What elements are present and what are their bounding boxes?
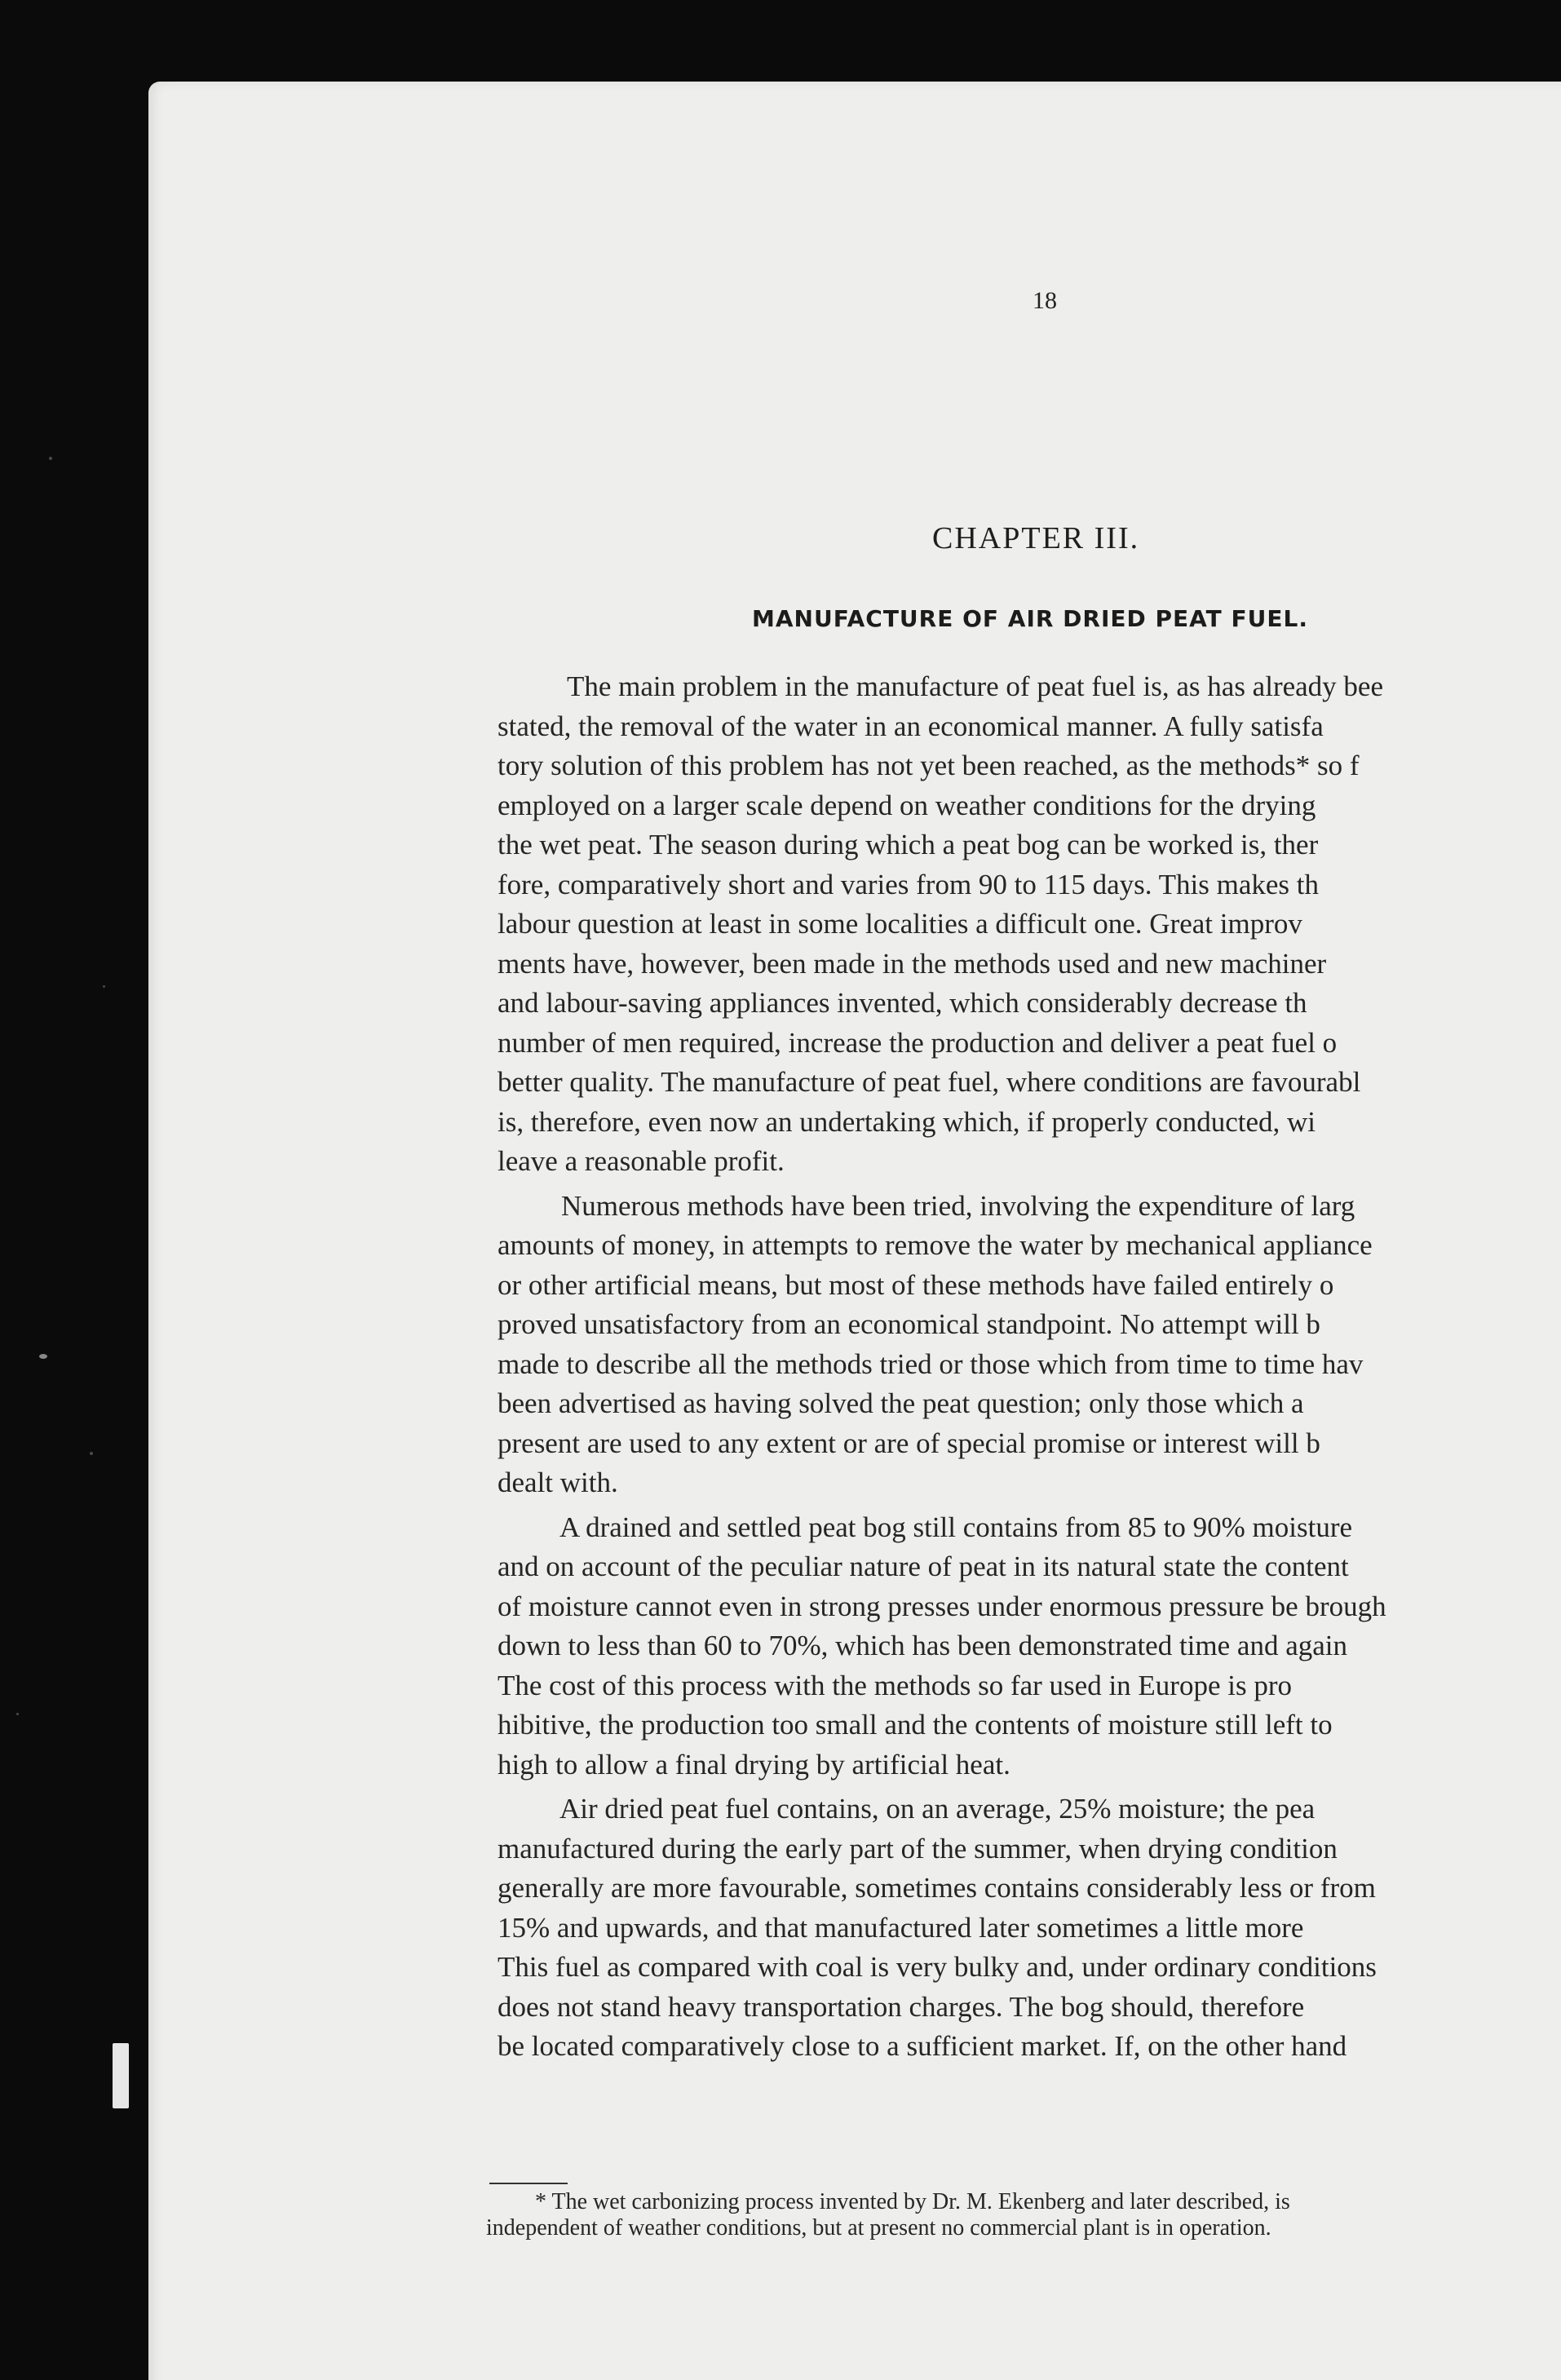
body-line: ments have, however, been made in the methods used and new machiner xyxy=(497,947,1327,980)
footnote xyxy=(486,2189,1561,2241)
footnote-line: * The wet carbonizing process invented by Dr. M. Ekenberg and later described, is xyxy=(535,2189,1290,2214)
body-text xyxy=(497,667,1561,2067)
body-line: leave a reasonable profit. xyxy=(497,1145,785,1177)
body-line: stated, the removal of the water in an economical manner. A fully satisfa xyxy=(497,710,1324,742)
scan-speck xyxy=(49,457,52,460)
body-line: made to describe all the methods tried or those which from time to time hav xyxy=(497,1347,1364,1380)
body-line: amounts of money, in attempts to remove the water by mechanical appliance xyxy=(497,1229,1373,1261)
body-line: down to less than 60 to 70%, which has been demonstrated time and again xyxy=(497,1630,1347,1661)
body-line: Air dried peat fuel contains, on an average, 25% moisture; the pea xyxy=(559,1793,1316,1825)
chapter-title: CHAPTER III. xyxy=(932,521,1140,555)
body-line: of moisture cannot even in strong presses under enormous pressure be brough xyxy=(497,1590,1386,1622)
body-line: Numerous methods have been tried, involving the expenditure of larg xyxy=(561,1189,1355,1222)
body-line: does not stand heavy transportation charges. The bog should, therefore xyxy=(497,1990,1305,2023)
body-line: 15% and upwards, and that manufactured later sometimes a little more xyxy=(497,1911,1304,1944)
body-line: This fuel as compared with coal is very bulky and, under ordinary conditions xyxy=(497,1951,1377,1983)
body-line: generally are more favourable, sometimes contains considerably less or from xyxy=(497,1872,1376,1904)
section-title: MANUFACTURE OF AIR DRIED PEAT FUEL. xyxy=(752,605,1308,632)
body-line: and on account of the peculiar nature of peat in its natural state the content xyxy=(497,1551,1349,1582)
body-line: better quality. The manufacture of peat fuel, where conditions are favourabl xyxy=(497,1066,1361,1098)
body-line: hibitive, the production too small and the contents of moisture still left to xyxy=(497,1709,1333,1741)
body-line: is, therefore, even now an undertaking which, if properly conducted, wi xyxy=(497,1105,1316,1138)
body-line: A drained and settled peat bog still contains from 85 to 90% moisture xyxy=(559,1511,1353,1543)
body-line: or other artificial means, but most of these methods have failed entirely o xyxy=(497,1268,1334,1301)
page-number: 18 xyxy=(1033,287,1057,314)
body-line: fore, comparatively short and varies from 90 to 115 days. This makes th xyxy=(497,868,1319,900)
scan-speck xyxy=(103,985,105,988)
body-line: high to allow a final drying by artificial heat. xyxy=(497,1748,1010,1781)
body-line: the wet peat. The season during which a peat bog can be worked is, ther xyxy=(497,829,1319,860)
body-line: The cost of this process with the methods so far used in Europe is pro xyxy=(497,1669,1292,1701)
body-line: number of men required, increase the production and deliver a peat fuel o xyxy=(497,1026,1338,1059)
body-line: proved unsatisfactory from an economical standpoint. No attempt will b xyxy=(497,1308,1320,1340)
scan-speck xyxy=(39,1354,47,1359)
body-line: The main problem in the manufacture of peat fuel is, as has already bee xyxy=(567,670,1383,702)
scan-speck xyxy=(16,1713,19,1715)
footnote-line: independent of weather conditions, but at present no commercial plant is in operation. xyxy=(486,2215,1271,2241)
body-line: tory solution of this problem has not yet been reached, as the methods* so f xyxy=(497,750,1360,781)
body-line: and labour-saving appliances invented, which considerably decrease th xyxy=(497,987,1307,1019)
body-line: be located comparatively close to a sufficient market. If, on the other hand xyxy=(497,2030,1347,2062)
body-line: employed on a larger scale depend on weather conditions for the drying xyxy=(497,789,1316,821)
body-line: been advertised as having solved the peat question; only those which a xyxy=(497,1387,1304,1419)
body-line: manufactured during the early part of the summer, when drying condition xyxy=(497,1832,1338,1865)
body-line: dealt with. xyxy=(497,1466,618,1498)
body-line: labour question at least in some localities a difficult one. Great improv xyxy=(497,908,1302,940)
page-edge-mark xyxy=(113,2043,129,2108)
footnote-rule xyxy=(489,2183,568,2184)
scan-speck xyxy=(90,1452,93,1455)
body-line: present are used to any extent or are of special promise or interest will b xyxy=(497,1427,1320,1459)
